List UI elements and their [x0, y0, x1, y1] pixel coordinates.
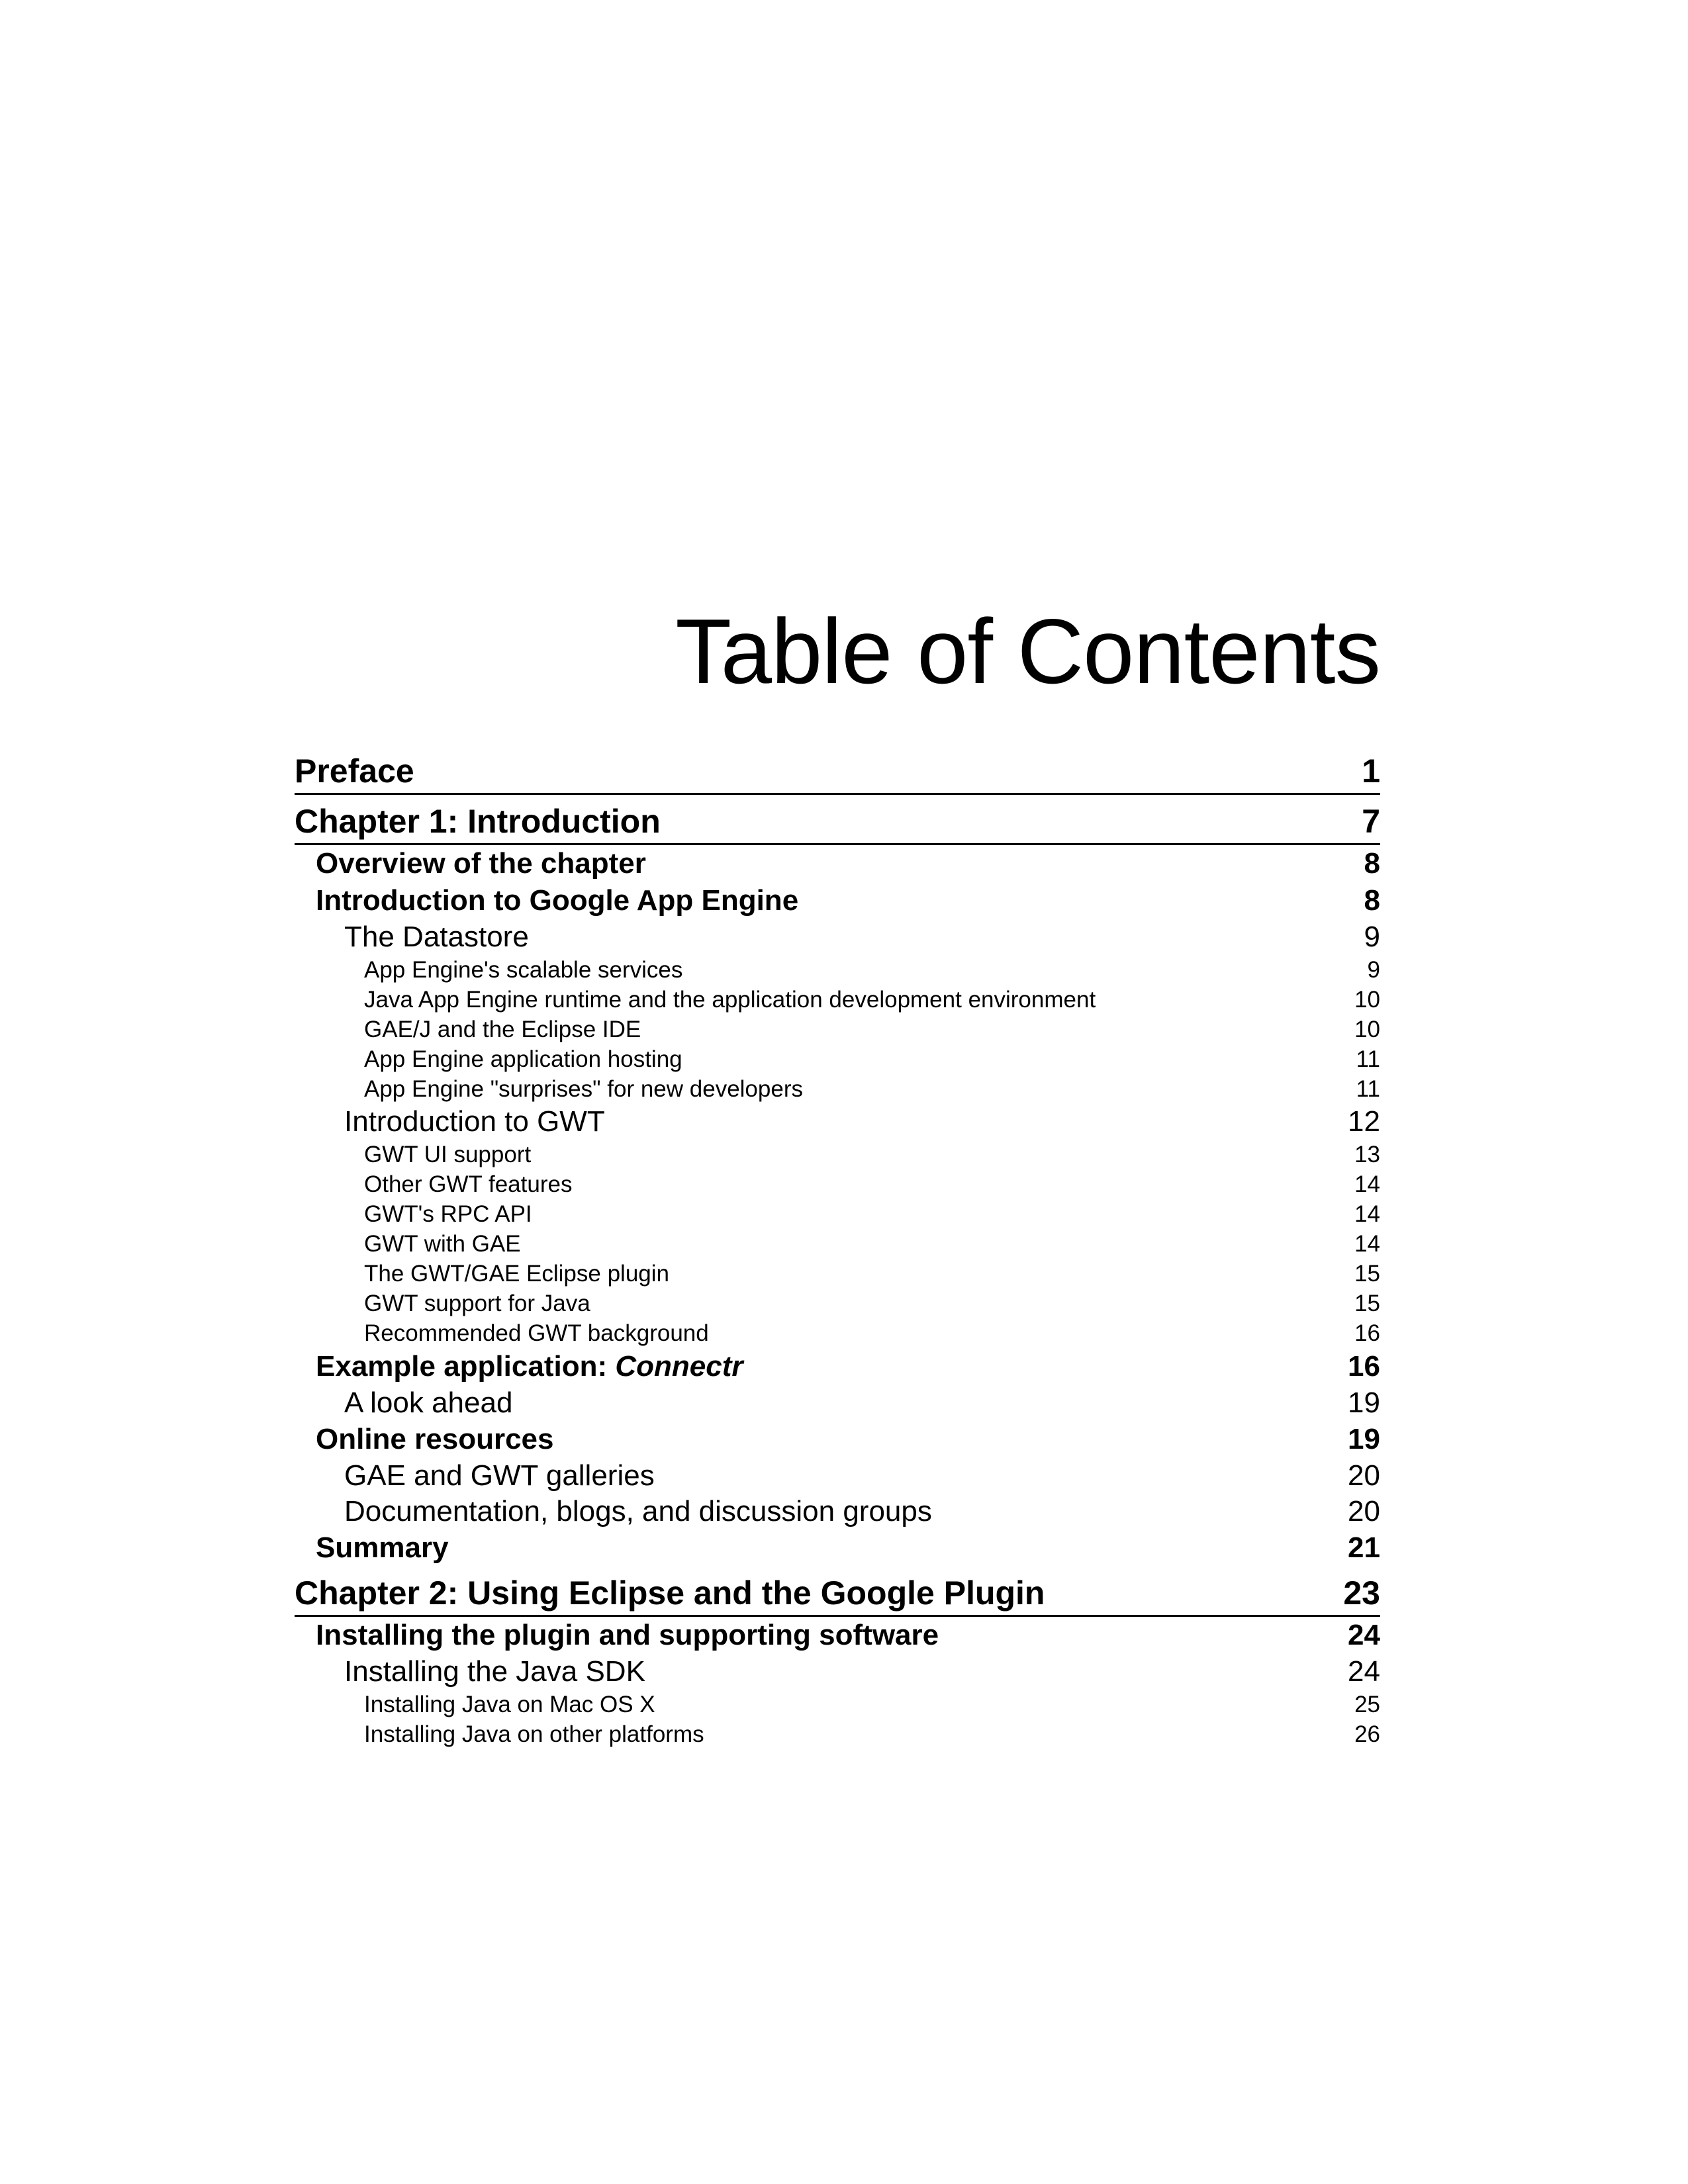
toc-entry-title-text: Installing the plugin and supporting software: [316, 1619, 939, 1651]
toc-entry-title: [364, 985, 1096, 1015]
toc-entry-page-number: 14: [1354, 1201, 1380, 1227]
page-title: Table of Contents: [675, 600, 1380, 703]
toc-entry-section[interactable]: [295, 882, 1380, 919]
toc-entry-chapter[interactable]: [295, 747, 1380, 795]
toc-entry-title-text: GWT with GAE: [364, 1231, 521, 1257]
toc-entry-page-number: 23: [1343, 1574, 1380, 1612]
toc-entry-subsubsection[interactable]: [295, 1140, 1380, 1169]
toc-entry-title: [295, 1569, 1045, 1617]
toc-entry-subsubsection[interactable]: [295, 985, 1380, 1015]
toc-entry-title: [316, 882, 798, 919]
toc-entry-page-number: 16: [1354, 1320, 1380, 1346]
toc-entry-subsubsection[interactable]: [295, 1719, 1380, 1749]
toc-entry-page-number: 8: [1364, 884, 1380, 917]
toc-entry-page-number: 19: [1348, 1423, 1380, 1455]
toc-entry-title-text: GWT support for Java: [364, 1291, 590, 1316]
toc-entry-subsubsection[interactable]: [295, 1044, 1380, 1074]
toc-entry-title: [295, 797, 661, 845]
toc-entry-page-number: 16: [1348, 1350, 1380, 1383]
toc-entry-subsection[interactable]: [295, 1458, 1380, 1494]
toc-entry-page-number: 11: [1356, 1046, 1380, 1072]
toc-entry-subsection[interactable]: [295, 1104, 1380, 1140]
toc-entry-section[interactable]: [295, 1529, 1380, 1567]
toc-entry-title-text: Example application:: [316, 1350, 616, 1383]
toc-entry-title-text: Overview of the chapter: [316, 847, 646, 880]
toc-entry-title: [364, 1199, 532, 1229]
toc-entry-section[interactable]: [295, 1421, 1380, 1458]
toc-entry-page-number: 19: [1348, 1387, 1380, 1419]
toc-entry-title-text: Installing Java on other platforms: [364, 1721, 704, 1747]
toc-entry-title-text: Summary: [316, 1531, 449, 1564]
toc-entry-page-number: 10: [1354, 987, 1380, 1013]
toc-entry-page-number: 15: [1354, 1291, 1380, 1316]
toc-entry-title-text: The GWT/GAE Eclipse plugin: [364, 1261, 669, 1287]
toc-entry-section[interactable]: [295, 1617, 1380, 1654]
toc-entry-title: [316, 1421, 553, 1458]
toc-entry-title-text: Chapter 2: Using Eclipse and the Google Plugin: [295, 1574, 1045, 1612]
toc-entry-page-number: 1: [1362, 752, 1380, 790]
toc-entry-subsection[interactable]: [295, 1654, 1380, 1690]
toc-entry-title: [316, 1529, 449, 1567]
toc-entry-title: [364, 1074, 803, 1104]
toc-entry-subsubsection[interactable]: [295, 1015, 1380, 1044]
toc-entry-title-emphasis: Connectr: [615, 1350, 743, 1383]
toc-entry-title-text: Documentation, blogs, and discussion groups: [344, 1495, 932, 1527]
toc-entry-title: [344, 1458, 655, 1494]
toc-entry-title-text: Introduction to GWT: [344, 1105, 605, 1138]
toc-entry-title-text: Recommended GWT background: [364, 1320, 709, 1346]
toc-entry-title: [316, 1617, 939, 1654]
toc-entry-title: [364, 1169, 572, 1199]
toc-entry-title: [316, 845, 646, 882]
toc-entry-title-text: The Datastore: [344, 921, 529, 953]
toc-entry-title: [364, 1259, 669, 1289]
toc-entry-title-text: App Engine's scalable services: [364, 957, 683, 983]
toc-entry-title: [364, 1140, 531, 1169]
toc-entry-title: [364, 1289, 590, 1318]
toc-entry-title-text: Preface: [295, 752, 414, 790]
toc-entry-page-number: 9: [1367, 957, 1380, 983]
toc-entry-subsubsection[interactable]: [295, 955, 1380, 985]
toc-entry-page-number: 12: [1348, 1105, 1380, 1138]
toc-entry-title: [364, 955, 682, 985]
toc-entry-title-text: App Engine "surprises" for new developers: [364, 1076, 803, 1102]
toc-entry-subsection[interactable]: [295, 1385, 1380, 1421]
toc-entry-page-number: 13: [1354, 1142, 1380, 1167]
toc-entry-section[interactable]: [295, 1348, 1380, 1385]
toc-entry-page-number: 25: [1354, 1692, 1380, 1717]
toc-entry-title-text: Installing the Java SDK: [344, 1655, 645, 1688]
table-of-contents: [295, 747, 1380, 1749]
toc-entry-subsubsection[interactable]: [295, 1289, 1380, 1318]
toc-entry-page-number: 21: [1348, 1531, 1380, 1564]
toc-entry-subsubsection[interactable]: [295, 1259, 1380, 1289]
toc-entry-chapter[interactable]: [295, 797, 1380, 845]
toc-entry-page-number: 7: [1362, 803, 1380, 840]
toc-entry-page-number: 20: [1348, 1495, 1380, 1527]
toc-entry-title: [364, 1015, 641, 1044]
toc-entry-page-number: 14: [1354, 1231, 1380, 1257]
toc-entry-title: [344, 1654, 645, 1690]
toc-entry-subsection[interactable]: [295, 919, 1380, 955]
toc-entry-title: [364, 1229, 521, 1259]
toc-entry-subsubsection[interactable]: [295, 1318, 1380, 1348]
toc-entry-subsubsection[interactable]: [295, 1074, 1380, 1104]
toc-entry-subsubsection[interactable]: [295, 1690, 1380, 1719]
toc-entry-chapter[interactable]: [295, 1569, 1380, 1617]
toc-entry-title: [364, 1318, 709, 1348]
toc-entry-page-number: 26: [1354, 1721, 1380, 1747]
toc-entry-page-number: 10: [1354, 1017, 1380, 1042]
toc-entry-page-number: 11: [1356, 1076, 1380, 1102]
toc-entry-title: [364, 1719, 704, 1749]
toc-entry-title-text: GWT UI support: [364, 1142, 532, 1167]
toc-entry-title-text: GAE and GWT galleries: [344, 1459, 655, 1492]
toc-entry-title: [364, 1690, 655, 1719]
toc-entry-title-text: A look ahead: [344, 1387, 513, 1419]
toc-entry-title-text: Java App Engine runtime and the application development environment: [364, 987, 1096, 1013]
toc-entry-page-number: 9: [1364, 921, 1380, 953]
toc-entry-title-text: Introduction to Google App Engine: [316, 884, 799, 917]
toc-entry-title: [295, 747, 414, 795]
toc-entry-subsubsection[interactable]: [295, 1229, 1380, 1259]
toc-entry-title-text: GAE/J and the Eclipse IDE: [364, 1017, 641, 1042]
toc-entry-subsubsection[interactable]: [295, 1199, 1380, 1229]
toc-entry-page-number: 15: [1354, 1261, 1380, 1287]
toc-entry-title: [316, 1348, 743, 1385]
toc-entry-page-number: 24: [1348, 1619, 1380, 1651]
toc-entry-page-number: 8: [1364, 847, 1380, 880]
toc-entry-title-text: Chapter 1: Introduction: [295, 803, 661, 840]
toc-entry-page-number: 24: [1348, 1655, 1380, 1688]
toc-entry-page-number: 20: [1348, 1459, 1380, 1492]
toc-entry-section[interactable]: [295, 845, 1380, 882]
toc-entry-subsection[interactable]: [295, 1494, 1380, 1529]
toc-entry-title-text: Installing Java on Mac OS X: [364, 1692, 655, 1717]
toc-entry-page-number: 14: [1354, 1171, 1380, 1197]
toc-entry-subsubsection[interactable]: [295, 1169, 1380, 1199]
toc-entry-title-text: Other GWT features: [364, 1171, 573, 1197]
toc-entry-title-text: GWT's RPC API: [364, 1201, 532, 1227]
toc-entry-title: [344, 1494, 932, 1529]
toc-entry-title: [364, 1044, 682, 1074]
toc-entry-title: [344, 1385, 512, 1421]
toc-entry-title: [344, 919, 529, 955]
toc-entry-title-text: Online resources: [316, 1423, 554, 1455]
toc-entry-title-text: App Engine application hosting: [364, 1046, 682, 1072]
toc-entry-title: [344, 1104, 605, 1140]
